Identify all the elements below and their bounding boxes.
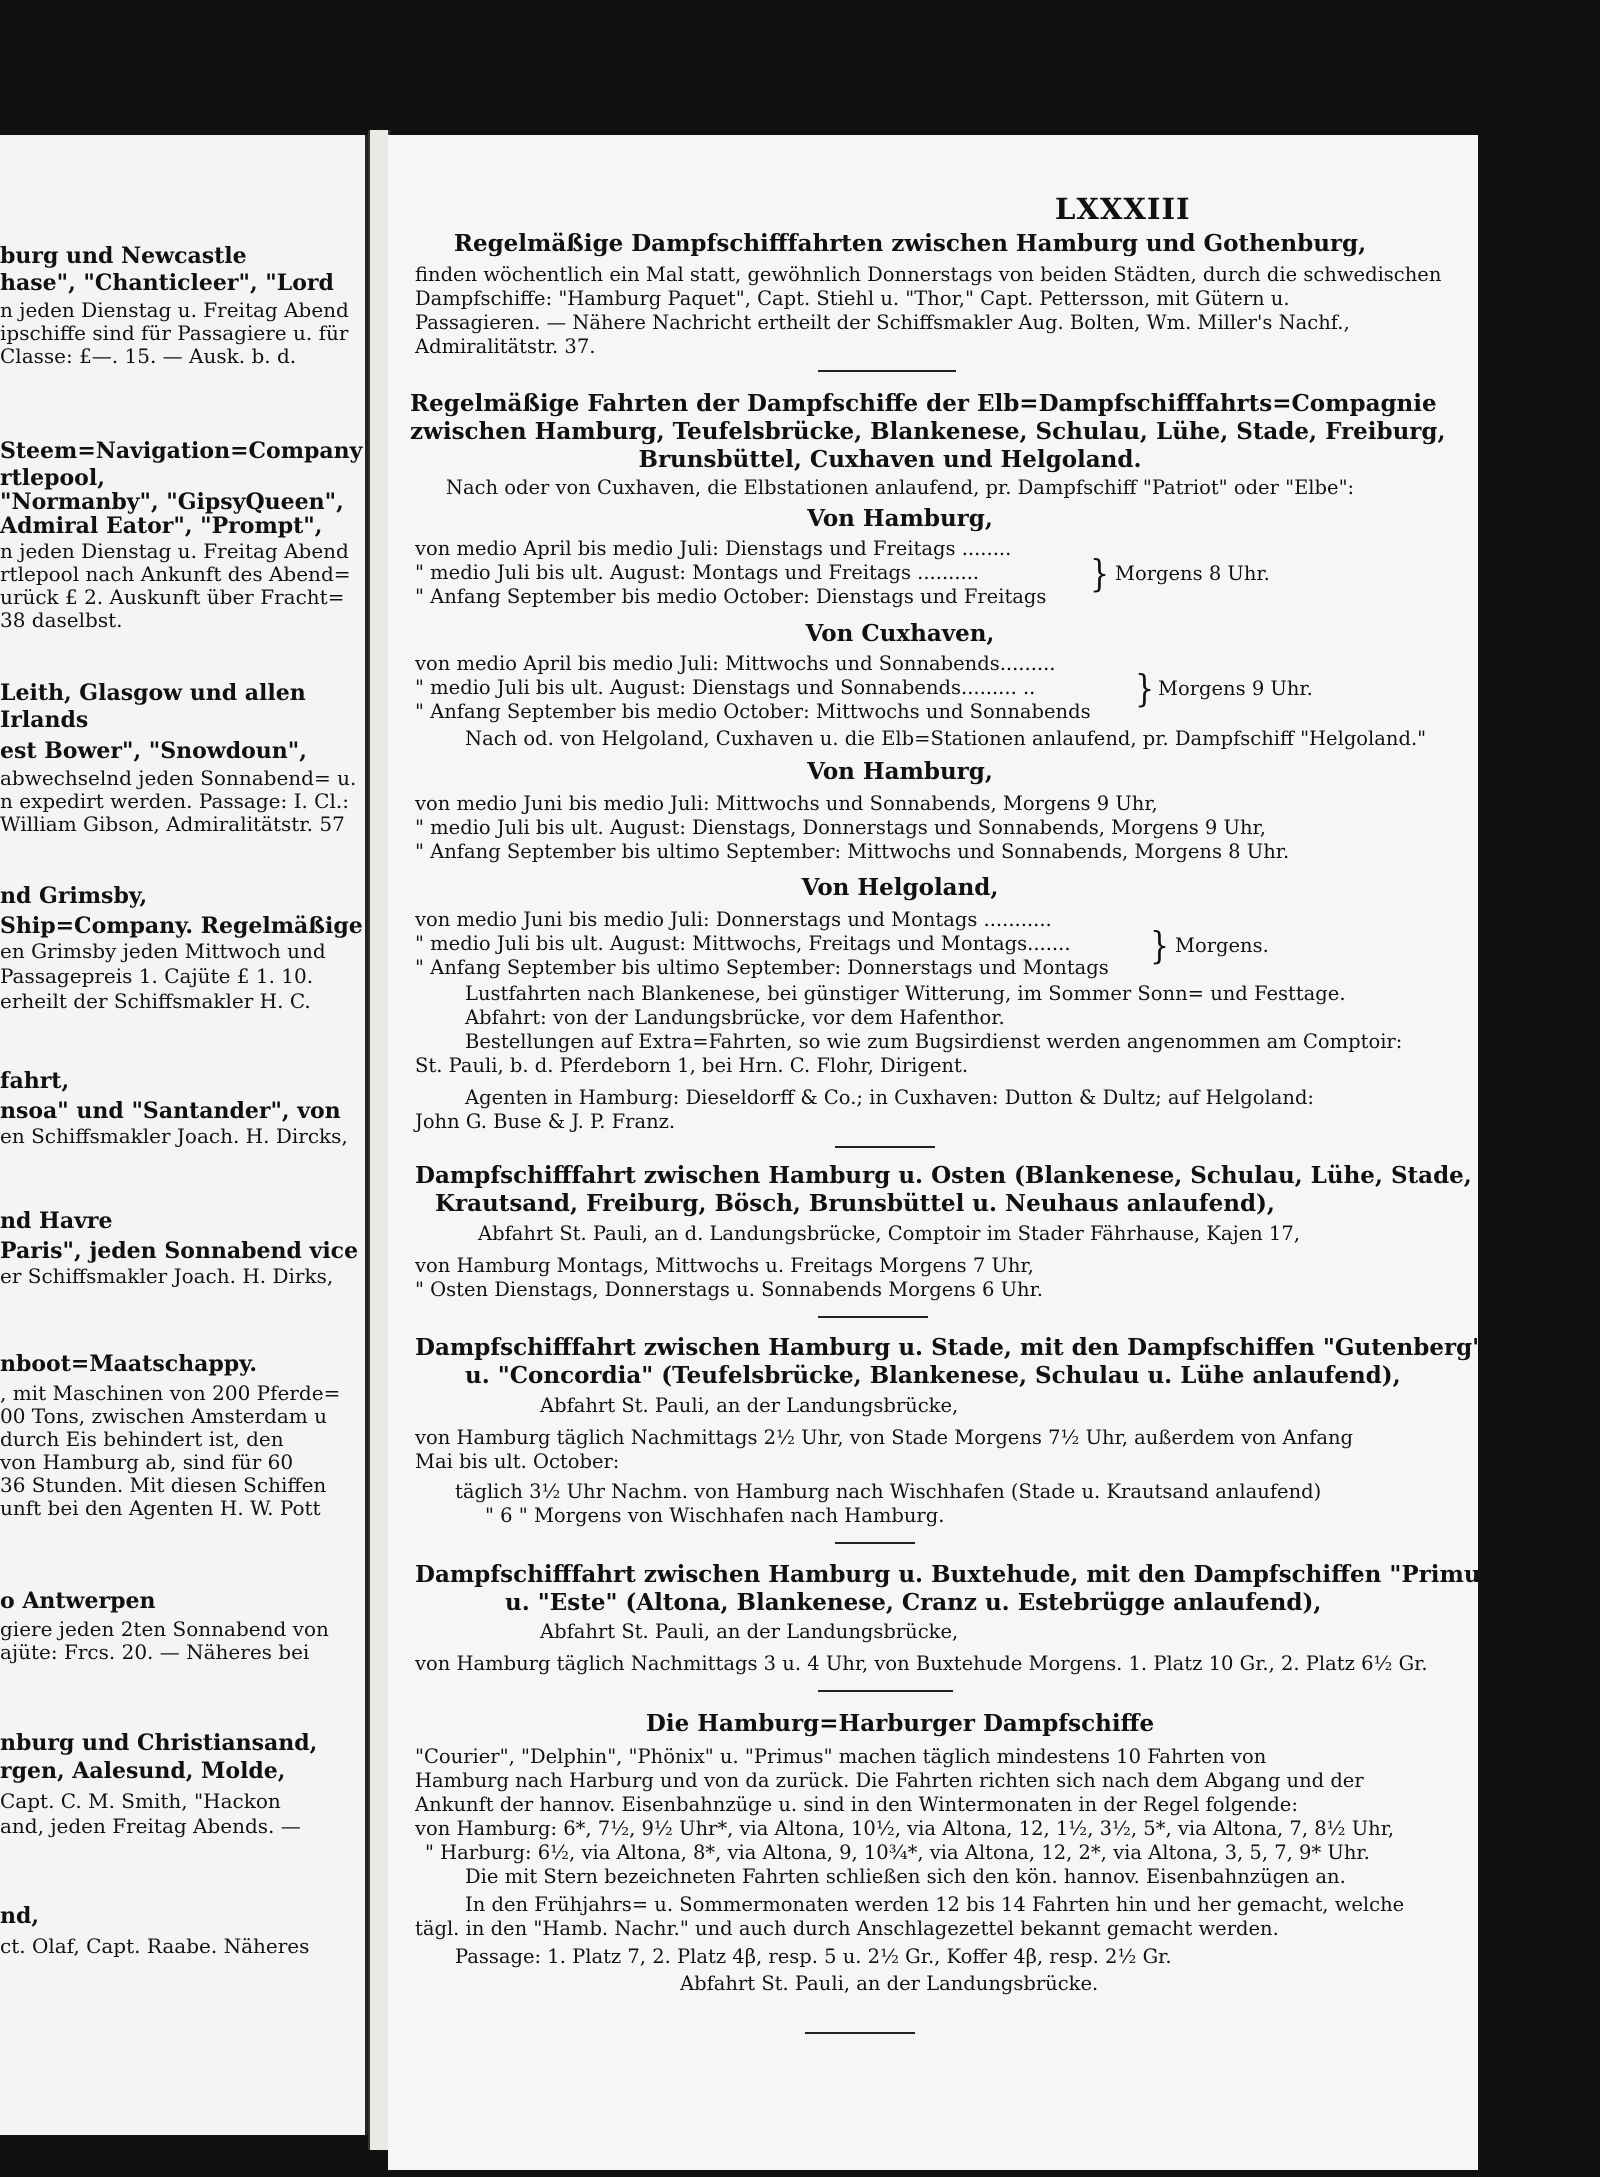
section-title-gothenburg: Regelmäßige Dampfschifffahrten zwischen Hamburg und Gothenburg,	[453, 230, 1367, 257]
text-line: Mai bis ult. October:	[415, 1450, 620, 1473]
left-line: Passagepreis 1. Cajüte £ 1. 10.	[0, 964, 314, 988]
section-title-stade: u. "Concordia" (Teufelsbrücke, Blankenese, Schulau u. Lühe anlaufend),	[465, 1362, 1401, 1389]
left-line: rgen, Aalesund, Molde,	[0, 1758, 286, 1784]
text-line: Agenten in Hamburg: Dieseldorff & Co.; in Cuxhaven: Dutton & Dultz; auf Helgoland:	[465, 1086, 1315, 1109]
section-title-elbe: Regelmäßige Fahrten der Dampfschiffe der Elb=Dampfschifffahrts=Compagnie	[410, 390, 1437, 417]
brace: }	[1090, 552, 1110, 597]
left-line: 38 daselbst.	[0, 608, 123, 632]
left-line: rtlepool,	[0, 465, 105, 491]
left-line: hase", "Chanticleer", "Lord	[0, 270, 334, 296]
left-line: Classe: £—. 15. — Ausk. b. d.	[0, 344, 297, 368]
text-line: täglich 3½ Uhr Nachm. von Hamburg nach Wischhafen (Stade u. Krautsand anlaufend)	[455, 1480, 1322, 1503]
left-line: rtlepool nach Ankunft des Abend=	[0, 562, 351, 586]
schedule-row: von medio Juni bis medio Juli: Mittwochs und Sonnabends, Morgens 9 Uhr,	[415, 792, 1158, 815]
section-title-elbe: Brunsbüttel, Cuxhaven und Helgoland.	[638, 446, 1142, 473]
left-line: en Schiffsmakler Joach. H. Dircks,	[0, 1124, 348, 1148]
brace: }	[1150, 924, 1170, 969]
left-line: Ship=Company. Regelmäßige	[0, 913, 363, 939]
text-line: von Hamburg täglich Nachmittags 3 u. 4 Uhr, von Buxtehude Morgens. 1. Platz 10 Gr., 2. Platz 6½ Gr.	[415, 1652, 1428, 1675]
subheading: Von Cuxhaven,	[805, 620, 995, 647]
schedule-row: von medio Juni bis medio Juli: Donnerstags und Montags ...........	[415, 908, 1052, 931]
text-line: " Osten Dienstags, Donnerstags u. Sonnabends Morgens 6 Uhr.	[415, 1278, 1043, 1301]
text-line: St. Pauli, b. d. Pferdeborn 1, bei Hrn. C. Flohr, Dirigent.	[415, 1054, 969, 1077]
text-line: tägl. in den "Hamb. Nachr." und auch durch Anschlagezettel bekannt gemacht werden.	[415, 1917, 1279, 1940]
text-line: Lustfahrten nach Blankenese, bei günstiger Witterung, im Sommer Sonn= und Festtage.	[465, 982, 1346, 1005]
left-line: Steem=Navigation=Company	[0, 438, 363, 464]
schedule-time: Morgens 8 Uhr.	[1115, 562, 1270, 585]
text-line: Dampfschiffe: "Hamburg Paquet", Capt. Stiehl u. "Thor," Capt. Pettersson, mit Gütern u.	[415, 287, 1290, 310]
left-line: n expedirt werden. Passage: I. Cl.:	[0, 789, 349, 813]
left-line: , mit Maschinen von 200 Pferde=	[0, 1381, 341, 1405]
text-line: Abfahrt St. Pauli, an der Landungsbrücke,	[540, 1620, 959, 1643]
left-line: o Antwerpen	[0, 1588, 156, 1614]
text-line: Admiralitätstr. 37.	[415, 335, 596, 358]
left-line: ct. Olaf, Capt. Raabe. Näheres	[0, 1934, 310, 1958]
text-line: Abfahrt: von der Landungsbrücke, vor dem Hafenthor.	[465, 1006, 1005, 1029]
left-line: Capt. C. M. Smith, "Hackon	[0, 1789, 281, 1813]
left-line: von Hamburg ab, sind für 60	[0, 1450, 294, 1474]
left-line: Irlands	[0, 707, 89, 733]
section-title-stade: Dampfschifffahrt zwischen Hamburg u. Stade, mit den Dampfschiffen "Gutenberg"	[415, 1334, 1485, 1361]
left-line: urück £ 2. Auskunft über Fracht=	[0, 585, 345, 609]
left-line: unft bei den Agenten H. W. Pott	[0, 1496, 321, 1520]
left-line: est Bower", "Snowdoun",	[0, 738, 307, 764]
divider	[805, 2032, 915, 2034]
brace: }	[1135, 667, 1155, 712]
schedule-row: " medio Juli bis ult. August: Dienstags und Sonnabends......... ..	[415, 676, 1036, 699]
left-line: ajüte: Frcs. 20. — Näheres bei	[0, 1640, 310, 1664]
schedule-row: " medio Juli bis ult. August: Montags und Freitags ..........	[415, 561, 980, 584]
text-line: Bestellungen auf Extra=Fahrten, so wie zum Bugsirdienst werden angenommen am Comptoir:	[465, 1030, 1403, 1053]
left-line: ipschiffe sind für Passagiere u. für	[0, 321, 349, 345]
text-line: " Harburg: 6½, via Altona, 8*, via Altona, 9, 10¾*, via Altona, 12, 2*, via Altona, 3, 5, 7, 9* Uhr.	[425, 1841, 1370, 1864]
divider	[835, 1146, 935, 1148]
text-line: John G. Buse & J. P. Franz.	[415, 1110, 676, 1133]
schedule-row: von medio April bis medio Juli: Mittwochs und Sonnabends.........	[415, 652, 1056, 675]
schedule-time: Morgens.	[1175, 934, 1269, 957]
left-line: nsoa" und "Santander", von	[0, 1098, 341, 1124]
left-line: n jeden Dienstag u. Freitag Abend	[0, 539, 349, 563]
left-line: nd Havre	[0, 1208, 113, 1234]
left-line: abwechselnd jeden Sonnabend= u.	[0, 766, 357, 790]
subheading: Von Hamburg,	[807, 505, 993, 532]
section-title-buxtehude: Dampfschifffahrt zwischen Hamburg u. Buxtehude, mit den Dampfschiffen "Primus"	[415, 1561, 1506, 1588]
divider	[818, 370, 956, 372]
subheading: Von Helgoland,	[801, 874, 999, 901]
left-line: "Normanby", "GipsyQueen",	[0, 489, 344, 515]
schedule-row: von medio April bis medio Juli: Dienstags und Freitags ........	[415, 537, 1012, 560]
text-line: Passage: 1. Platz 7, 2. Platz 4β, resp. 5 u. 2½ Gr., Koffer 4β, resp. 2½ Gr.	[455, 1945, 1172, 1968]
left-page	[0, 135, 368, 2135]
schedule-row: " Anfang September bis medio October: Dienstags und Freitags	[415, 585, 1047, 608]
left-line: er Schiffsmakler Joach. H. Dirks,	[0, 1264, 334, 1288]
left-line: nd Grimsby,	[0, 883, 148, 909]
left-line: William Gibson, Admiralitätstr. 57	[0, 812, 345, 836]
left-line: n jeden Dienstag u. Freitag Abend	[0, 298, 349, 322]
section-title-harburg: Die Hamburg=Harburger Dampfschiffe	[645, 1710, 1155, 1737]
text-line: Hamburg nach Harburg und von da zurück. Die Fahrten richten sich nach dem Abgang und der	[415, 1769, 1364, 1792]
schedule-row: " medio Juli bis ult. August: Mittwochs, Freitags und Montags.......	[415, 932, 1071, 955]
text-line: Nach od. von Helgoland, Cuxhaven u. die Elb=Stationen anlaufend, pr. Dampfschiff "Helgoland."	[465, 727, 1427, 750]
left-line: durch Eis behindert ist, den	[0, 1427, 284, 1451]
divider	[818, 1316, 928, 1318]
left-line: Leith, Glasgow und allen	[0, 680, 306, 706]
page-number: LXXXIII	[1055, 192, 1191, 226]
text-line: " 6 " Morgens von Wischhafen nach Hamburg.	[485, 1504, 945, 1527]
text-line: Passagieren. — Nähere Nachricht ertheilt der Schiffsmakler Aug. Bolten, Wm. Miller's Nachf.,	[415, 311, 1350, 334]
schedule-row: " Anfang September bis ultimo September: Donnerstags und Montags	[415, 956, 1109, 979]
text-line: Abfahrt St. Pauli, an d. Landungsbrücke, Comptoir im Stader Fährhause, Kajen 17,	[478, 1222, 1300, 1245]
section-title-buxtehude: u. "Este" (Altona, Blankenese, Cranz u. Estebrügge anlaufend),	[505, 1589, 1322, 1616]
left-line: en Grimsby jeden Mittwoch und	[0, 939, 326, 963]
left-line: burg und Newcastle	[0, 243, 247, 269]
left-line: Paris", jeden Sonnabend vice	[0, 1238, 359, 1264]
divider	[835, 1542, 915, 1544]
text-line: Nach oder von Cuxhaven, die Elbstationen anlaufend, pr. Dampfschiff "Patriot" oder "Elbe":	[445, 476, 1355, 499]
text-line: Die mit Stern bezeichneten Fahrten schließen sich den kön. hannov. Eisenbahnzügen an.	[465, 1865, 1346, 1888]
text-line: Abfahrt St. Pauli, an der Landungsbrücke.	[680, 1972, 1099, 1995]
schedule-time: Morgens 9 Uhr.	[1158, 677, 1313, 700]
left-line: fahrt,	[0, 1068, 70, 1094]
divider	[818, 1690, 953, 1692]
text-line: Ankunft der hannov. Eisenbahnzüge u. sind in den Wintermonaten in der Regel folgende:	[415, 1793, 1298, 1816]
book-gutter	[368, 130, 390, 2150]
left-line: 36 Stunden. Mit diesen Schiffen	[0, 1473, 327, 1497]
section-title-osten: Dampfschifffahrt zwischen Hamburg u. Osten (Blankenese, Schulau, Lühe, Stade,	[415, 1162, 1472, 1189]
text-line: von Hamburg Montags, Mittwochs u. Freitags Morgens 7 Uhr,	[415, 1254, 1034, 1277]
schedule-row: " Anfang September bis medio October: Mittwochs und Sonnabends	[415, 700, 1091, 723]
left-line: nd,	[0, 1903, 40, 1929]
subheading: Von Hamburg,	[807, 758, 993, 785]
left-line: giere jeden 2ten Sonnabend von	[0, 1617, 329, 1641]
schedule-row: " Anfang September bis ultimo September: Mittwochs und Sonnabends, Morgens 8 Uhr.	[415, 840, 1290, 863]
text-line: "Courier", "Delphin", "Phönix" u. "Primus" machen täglich mindestens 10 Fahrten von	[415, 1745, 1267, 1768]
left-line: 00 Tons, zwischen Amsterdam u	[0, 1404, 328, 1428]
text-line: In den Frühjahrs= u. Sommermonaten werden 12 bis 14 Fahrten hin und her gemacht, welche	[465, 1893, 1405, 1916]
text-line: von Hamburg: 6*, 7½, 9½ Uhr*, via Altona, 10½, via Altona, 12, 1½, 3½, 5*, via Altona, 7, 8½ Uhr,	[415, 1817, 1395, 1840]
text-line: finden wöchentlich ein Mal statt, gewöhnlich Donnerstags von beiden Städten, durch die schwedischen	[415, 263, 1442, 286]
left-line: nburg und Christiansand,	[0, 1730, 318, 1756]
section-title-osten: Krautsand, Freiburg, Bösch, Brunsbüttel u. Neuhaus anlaufend),	[435, 1190, 1275, 1217]
left-line: erheilt der Schiffsmakler H. C.	[0, 989, 311, 1013]
left-line: nboot=Maatschappy.	[0, 1351, 258, 1377]
text-line: Abfahrt St. Pauli, an der Landungsbrücke,	[540, 1394, 959, 1417]
left-line: and, jeden Freitag Abends. —	[0, 1814, 301, 1838]
text-line: von Hamburg täglich Nachmittags 2½ Uhr, von Stade Morgens 7½ Uhr, außerdem von Anfang	[415, 1426, 1353, 1449]
schedule-row: " medio Juli bis ult. August: Dienstags, Donnerstags und Sonnabends, Morgens 9 Uhr,	[415, 816, 1266, 839]
left-line: Admiral Eator", "Prompt",	[0, 513, 323, 539]
section-title-elbe: zwischen Hamburg, Teufelsbrücke, Blankenese, Schulau, Lühe, Stade, Freiburg,	[410, 418, 1446, 445]
